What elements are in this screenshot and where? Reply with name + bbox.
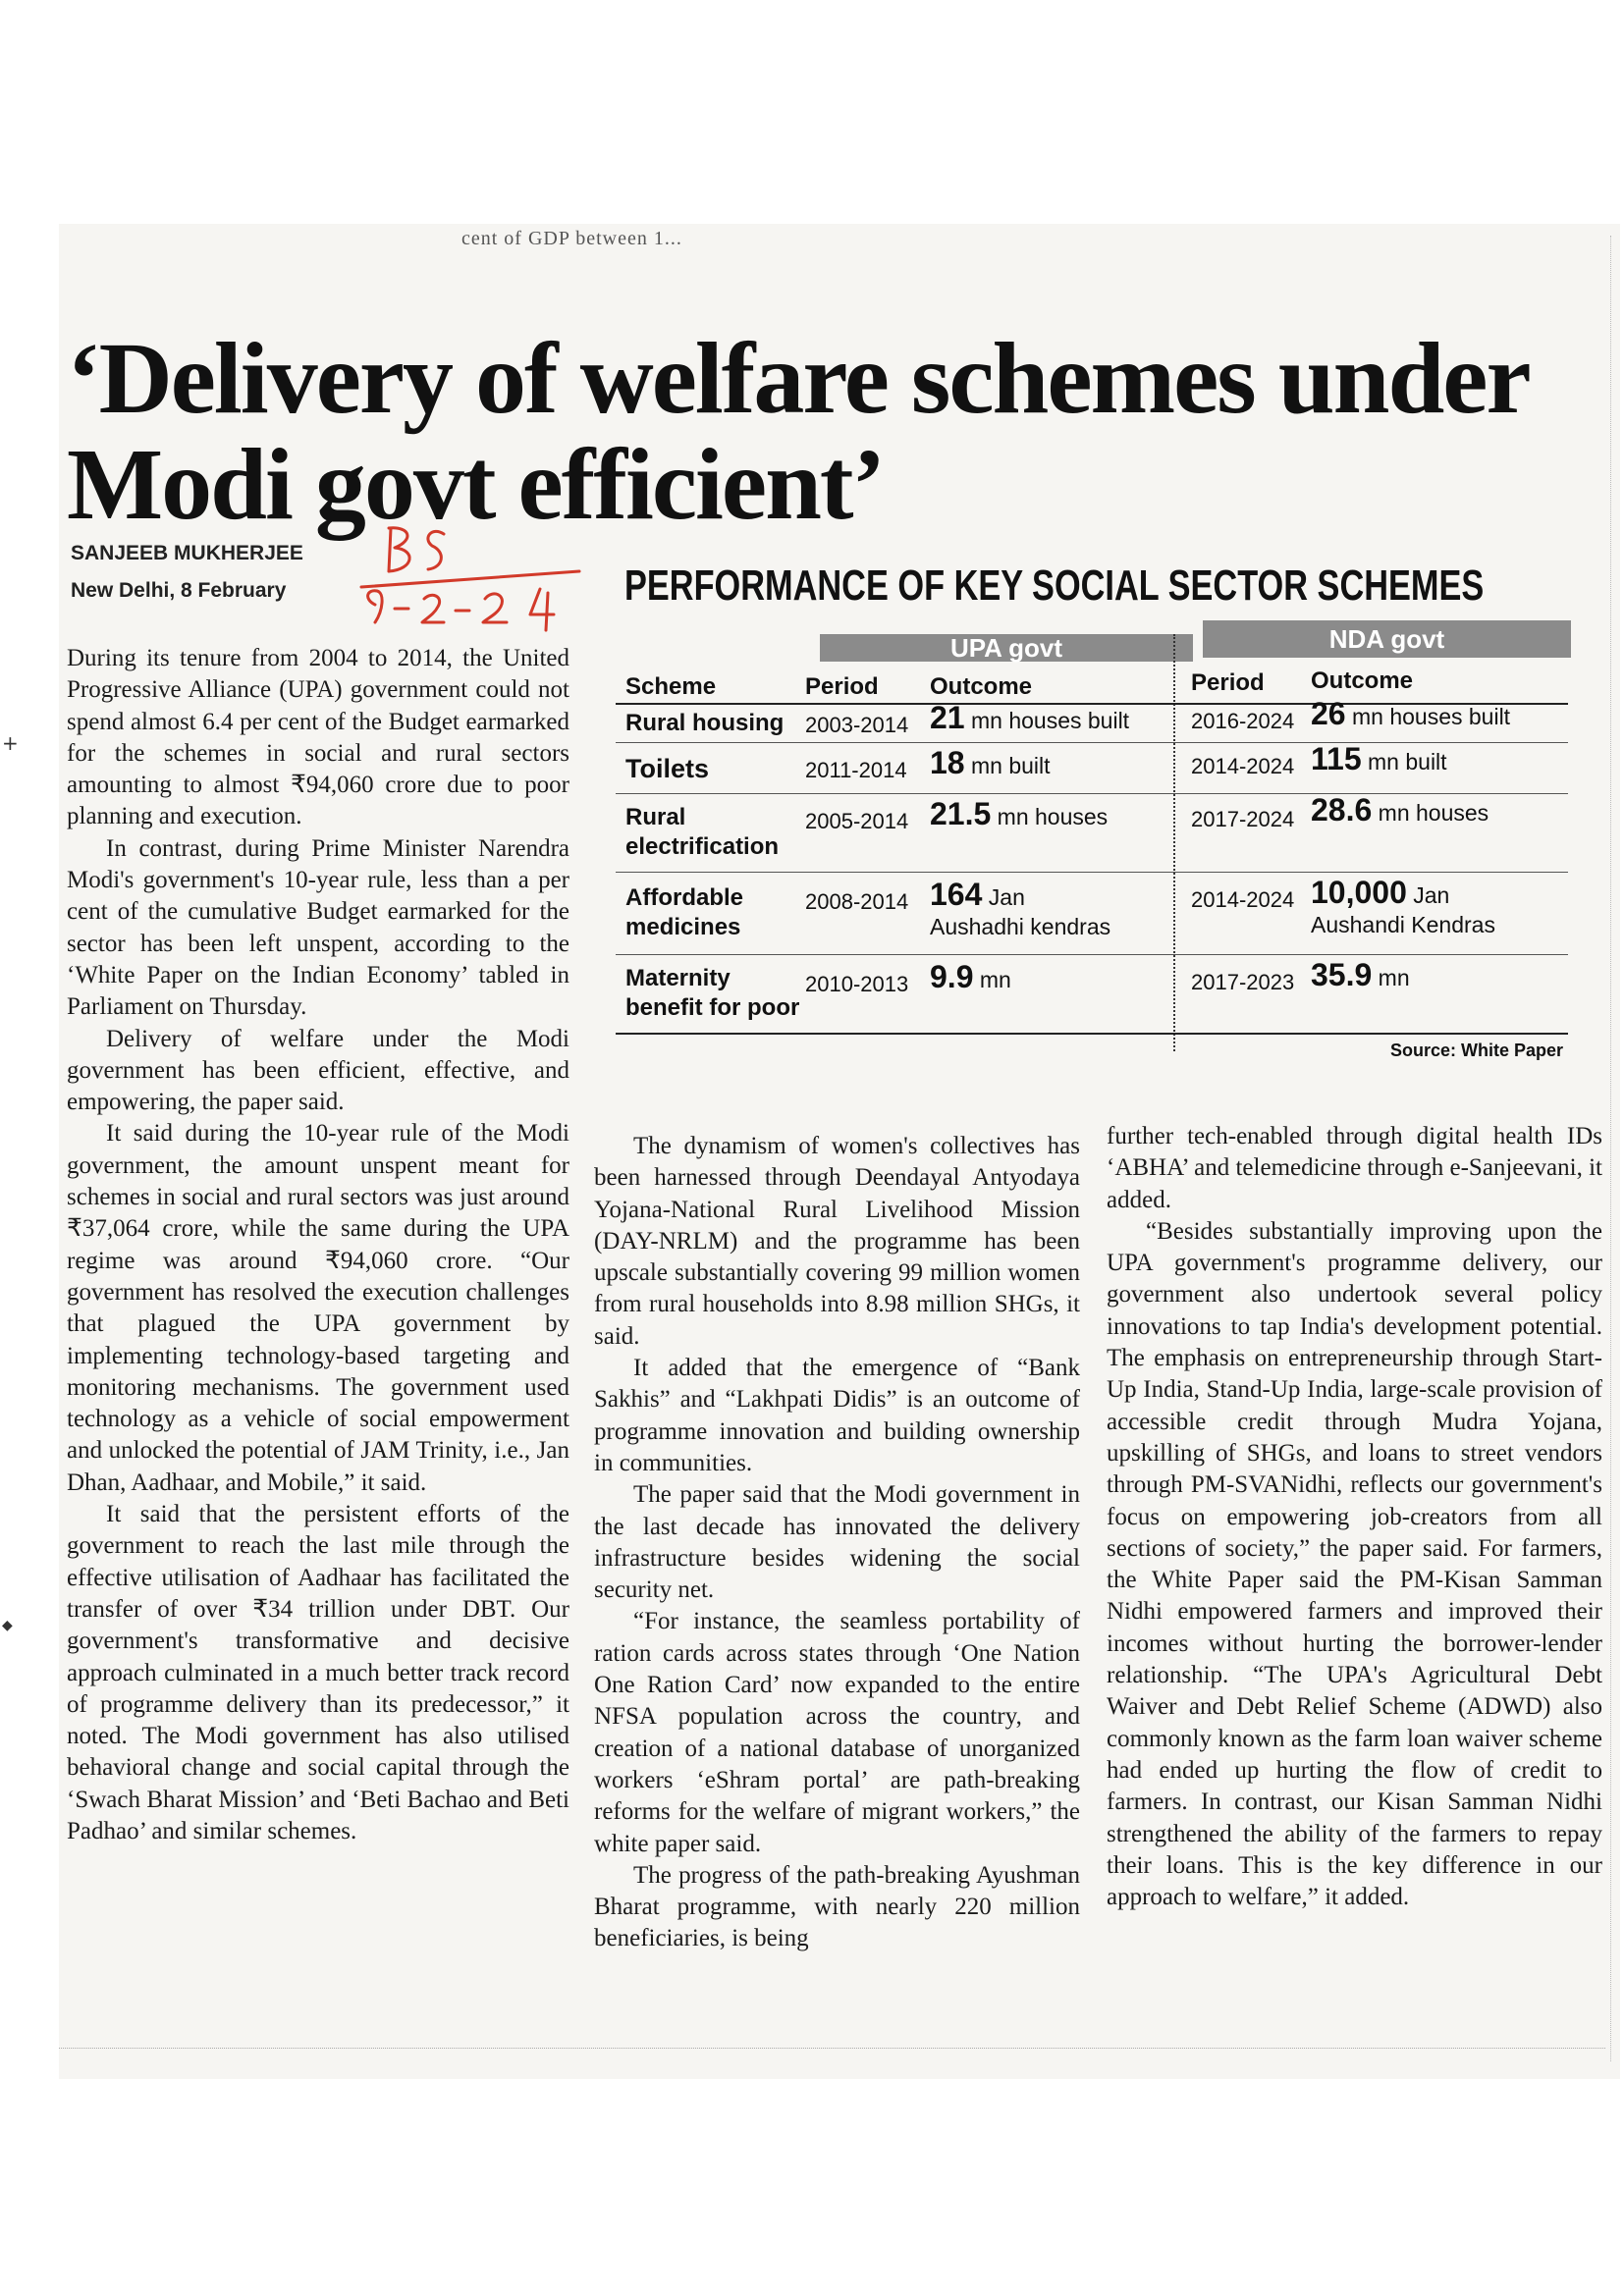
row-nda-value: 10,000 bbox=[1311, 875, 1407, 910]
handwritten-date-note bbox=[353, 520, 599, 638]
row-nda-unit-line2: Aushandi Kendras bbox=[1311, 912, 1495, 937]
row-upa-value: 21 bbox=[930, 700, 965, 735]
row-nda-period: 2016-2024 bbox=[1191, 709, 1295, 733]
row-upa-unit: mn built bbox=[970, 753, 1051, 778]
table-bottom-rule bbox=[616, 1033, 1568, 1035]
paragraph: The progress of the path-breaking Ayushman Bharat programme, with nearly 220 million beneficiaries, is being bbox=[594, 1861, 1080, 1952]
row-upa-outcome bbox=[930, 877, 1111, 941]
paragraph: The paper said that the Modi government in the last decade has innovated the delivery infrastructure besides widening the social security net. bbox=[594, 1481, 1080, 1604]
table-source: Source: White Paper bbox=[1389, 1041, 1563, 1060]
row-nda-unit: mn bbox=[1378, 965, 1410, 990]
previous-article-strip: cent of GDP between 1... bbox=[461, 228, 682, 249]
byline: SANJEEB MUKHERJEE bbox=[71, 542, 303, 564]
cut-line bbox=[1610, 236, 1611, 2061]
row-nda-outcome bbox=[1311, 957, 1410, 992]
row-rule bbox=[616, 954, 1568, 955]
row-scheme: Rural housing bbox=[625, 710, 785, 736]
paragraph: It said that the persistent efforts of the government to reach the last mile through the effective utilisation of Aadhaar has facilitated the transfer of over ₹34 trillion under DBT. Our government's transformative and decisive approach culminated in a much better track record of programme delivery than its predecessor,” it noted. The Modi government has also utilised behavioral change and social capital through the ‘Swach Bharat Mission’ and ‘Beti Bachao and Beti Padhao’ and similar schemes. bbox=[67, 1501, 569, 1844]
row-scheme bbox=[625, 803, 779, 862]
row-nda-unit: mn houses bbox=[1378, 800, 1489, 826]
row-upa-unit: Jan bbox=[988, 884, 1025, 910]
paragraph: It said during the 10-year rule of the Modi government, the amount unspent meant for schemes in social and rural sectors was just around ₹37,064 crore, while the same during the UPA regime was around ₹94,060 crore. “Our government has resolved the execution challenges that plagued the UPA government by implementing technology-based targeting and monitoring mechanisms. The government used technology as a vehicle of social empowerment and unlocked the potential of JAM Trinity, i.e., Jan Dhan, Aadhaar, and Mobile,” it said. bbox=[67, 1120, 569, 1496]
article-column-2 bbox=[594, 1131, 1080, 1955]
row-nda-outcome bbox=[1311, 875, 1495, 939]
row-upa-outcome bbox=[930, 700, 1130, 735]
row-upa-value: 164 bbox=[930, 877, 983, 912]
row-scheme: Toilets bbox=[625, 754, 710, 783]
dateline: New Delhi, 8 February bbox=[71, 579, 287, 602]
row-nda-period: 2017-2024 bbox=[1191, 807, 1295, 831]
row-nda-outcome bbox=[1311, 792, 1489, 828]
row-upa-period: 2011-2014 bbox=[805, 758, 907, 782]
row-upa-period: 2005-2014 bbox=[805, 809, 909, 833]
row-upa-outcome bbox=[930, 796, 1109, 831]
row-nda-unit: mn houses built bbox=[1351, 704, 1511, 729]
performance-table bbox=[614, 620, 1571, 1060]
nda-header-band: NDA govt bbox=[1203, 620, 1571, 658]
row-nda-outcome bbox=[1311, 696, 1511, 731]
headline: ‘Delivery of welfare schemes under Modi govt efficient’ bbox=[67, 321, 1528, 541]
row-rule bbox=[616, 742, 1568, 743]
row-nda-value: 115 bbox=[1311, 741, 1362, 776]
upa-header-band: UPA govt bbox=[820, 634, 1193, 662]
header-scheme: Scheme bbox=[625, 673, 717, 700]
row-upa-value: 9.9 bbox=[930, 959, 974, 994]
row-scheme bbox=[625, 883, 743, 942]
row-upa-outcome bbox=[930, 745, 1051, 780]
table-title: PERFORMANCE OF KEY SOCIAL SECTOR SCHEMES bbox=[624, 561, 1485, 610]
row-scheme-line1: Rural bbox=[625, 804, 686, 830]
row-scheme-line2: benefit for poor bbox=[625, 994, 800, 1021]
paragraph: Delivery of welfare under the Modi government has been efficient, effective, and empowering, the paper said. bbox=[67, 1025, 569, 1116]
row-upa-outcome bbox=[930, 959, 1011, 994]
row-nda-unit: mn built bbox=[1368, 749, 1447, 774]
paragraph: The dynamism of women's collectives has been harnessed through Deendayal Antyodaya Yojana-National Rural Livelihood Mission (DAY-NRLM) and the programme has been upscale substantially covering 99 million women from rural households into 8.98 million SHGs, it said. bbox=[594, 1133, 1080, 1350]
row-nda-value: 28.6 bbox=[1311, 792, 1373, 828]
paragraph: During its tenure from 2004 to 2014, the United Progressive Alliance (UPA) government could not spend almost 6.4 per cent of the Budget earmarked for the schemes in social and rural sectors amounting to almost ₹94,060 crore due to poor planning and execution. bbox=[67, 645, 569, 830]
paragraph: “For instance, the seamless portability of ration cards across states through ‘One Nation One Ration Card’ now expanded to the entire NFSA population across the country, and creation of a national database of unorganized workers ‘eShram portal’ are path-breaking reforms for the welfare of migrant workers,” the white paper said. bbox=[594, 1608, 1080, 1857]
row-nda-value: 35.9 bbox=[1311, 957, 1373, 992]
row-scheme-line2: electrification bbox=[625, 833, 780, 860]
row-scheme-line2: medicines bbox=[625, 914, 741, 940]
row-upa-period: 2010-2013 bbox=[805, 972, 909, 996]
row-upa-period: 2008-2014 bbox=[805, 889, 909, 914]
crop-mark: + bbox=[2, 731, 19, 755]
header-upa-outcome: Outcome bbox=[930, 673, 1033, 700]
header-upa-period: Period bbox=[805, 673, 879, 700]
row-nda-period: 2017-2023 bbox=[1191, 970, 1295, 994]
row-upa-value: 21.5 bbox=[930, 796, 992, 831]
row-upa-value: 18 bbox=[930, 745, 965, 780]
paragraph: In contrast, during Prime Minister Narendra Modi's government's 10-year rule, less than a per cent of the cumulative Budget earmarked for the sector has been left unspent, according to the ‘White Paper on the Indian Economy’ tabled in Parliament on Thursday. bbox=[67, 834, 569, 1021]
header-nda-period: Period bbox=[1191, 669, 1265, 696]
row-upa-unit: mn bbox=[979, 967, 1011, 992]
bottom-rule bbox=[59, 2048, 1605, 2049]
article-column-3 bbox=[1107, 1121, 1602, 1913]
row-rule bbox=[616, 793, 1568, 794]
crop-mark: ◆ bbox=[2, 1618, 13, 1633]
row-nda-outcome bbox=[1311, 741, 1447, 776]
row-scheme-line1: Maternity bbox=[625, 965, 731, 991]
paragraph: It added that the emergence of “Bank Sakhis” and “Lakhpati Didis” is an outcome of programme innovation and building ownership in communities. bbox=[594, 1355, 1080, 1476]
row-nda-period: 2014-2024 bbox=[1191, 887, 1295, 912]
article-column-1 bbox=[67, 643, 569, 1847]
row-nda-unit: Jan bbox=[1413, 882, 1450, 908]
row-upa-unit: mn houses bbox=[997, 804, 1109, 829]
header-nda-outcome: Outcome bbox=[1311, 667, 1414, 694]
column-divider bbox=[1173, 634, 1175, 1051]
row-upa-unit-line2: Aushadhi kendras bbox=[930, 914, 1111, 939]
paragraph: “Besides substantially improving upon the UPA government's programme delivery, our government also undertook several policy innovations to tap India's development potential. The emphasis on entrepreneurship through Start-Up India, Stand-Up India, large-scale provision of accessible credit through Mudra Yojana, upskilling of SHGs, and loans to street vendors through PM-SVANidhi, reflects our government's focus on empowering job-creators from all sections of society,” the paper said. For farmers, the White Paper said the PM-Kisan Samman Nidhi empowered farmers and improved their incomes without hurting the borrower-lender relationship. “The UPA's Agricultural Debt Waiver and Debt Relief Scheme (ADWD) also commonly known as the farm loan waiver scheme had ended up hurting the flow of credit to farmers. In contrast, our Kisan Samman Nidhi strengthened the ability of the farmers to repay their loans. This is the key difference in our approach to welfare,” it added. bbox=[1107, 1217, 1602, 1911]
row-rule bbox=[616, 872, 1568, 873]
row-nda-value: 26 bbox=[1311, 696, 1346, 731]
paragraph: further tech-enabled through digital health IDs ‘ABHA’ and telemedicine through e-Sanjeevani, it added. bbox=[1107, 1123, 1602, 1213]
row-upa-unit: mn houses built bbox=[970, 708, 1130, 733]
row-nda-period: 2014-2024 bbox=[1191, 754, 1295, 778]
row-upa-period: 2003-2014 bbox=[805, 713, 909, 737]
row-scheme-line1: Affordable bbox=[625, 884, 743, 911]
row-scheme bbox=[625, 964, 799, 1023]
